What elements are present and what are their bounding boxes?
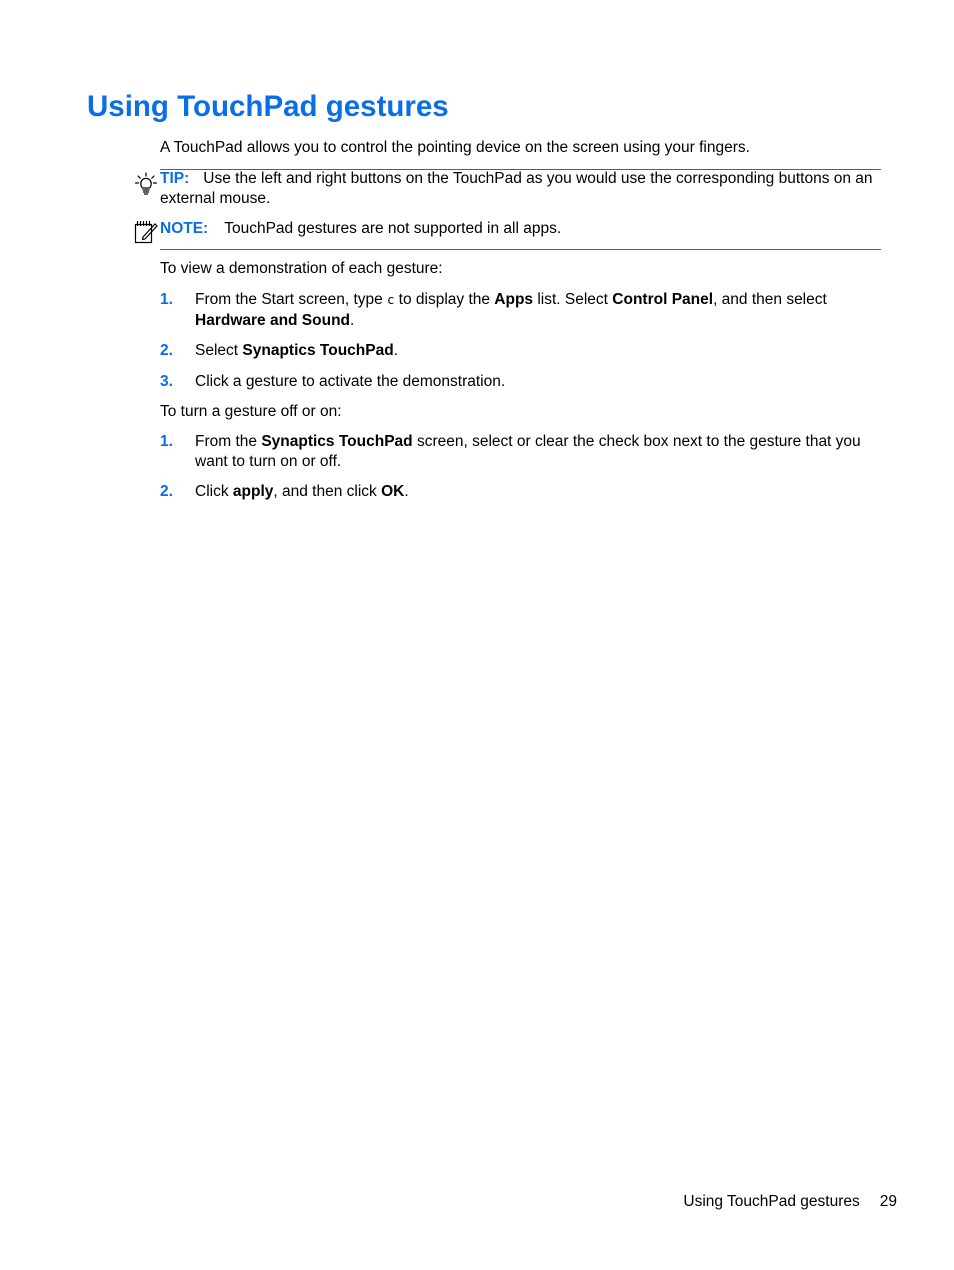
step-text: Click a gesture to activate the demonstration. [195, 372, 506, 390]
demo-steps-list [160, 290, 882, 402]
step-text: . [393, 342, 399, 359]
list-item [160, 372, 882, 392]
step-text: Select [195, 342, 243, 359]
step-number: 1. [160, 291, 173, 308]
ui-term-apply: apply [232, 483, 274, 500]
step-text: screen, select or clear the check box next to the gesture that you want to turn on or off. [195, 433, 861, 470]
note-callout [160, 219, 882, 239]
note-bottom-rule [160, 249, 881, 250]
step-number: 3. [160, 372, 173, 390]
footer-section-title: Using TouchPad gestures [683, 1193, 860, 1210]
note-pencil-icon [134, 220, 158, 250]
tip-callout [160, 169, 882, 208]
step-text: From the [195, 433, 262, 450]
note-label: NOTE: [160, 220, 209, 237]
step-text: Click [195, 483, 233, 500]
ui-term-control-panel: Control Panel [612, 291, 714, 308]
step-number: 2. [160, 483, 173, 500]
step-text: From the Start screen, type [195, 291, 388, 308]
step-text: list. Select [533, 291, 613, 308]
list-item [160, 341, 882, 361]
step-text: . [404, 483, 409, 500]
lightbulb-icon [135, 172, 157, 202]
step-number: 2. [160, 342, 173, 359]
tip-label: TIP: [160, 170, 190, 187]
step-number: 1. [160, 433, 173, 450]
tip-text: Use the left and right buttons on the TouchPad as you would use the corresponding buttons on an external mouse. [160, 170, 873, 207]
ui-term-ok: OK [381, 483, 405, 500]
list-item [160, 432, 882, 471]
page-footer [683, 1192, 897, 1212]
page-title: Using TouchPad gestures [87, 90, 449, 123]
step-text: . [350, 311, 355, 329]
toggle-steps-list [160, 432, 882, 513]
ui-term-apps: Apps [494, 291, 534, 308]
list-item [160, 482, 882, 502]
step-text: , and then select [713, 291, 827, 308]
step-text: to display the [394, 291, 495, 308]
page-number: 29 [879, 1193, 897, 1210]
section2-lead: To turn a gesture off or on: [160, 403, 342, 420]
intro-paragraph: A TouchPad allows you to control the pointing device on the screen using your fingers. [160, 139, 750, 156]
step-text: , and then click [273, 483, 382, 500]
keyboard-key-c: c [387, 293, 395, 307]
section1-lead: To view a demonstration of each gesture: [160, 260, 443, 277]
note-text: TouchPad gestures are not supported in all apps. [224, 220, 562, 237]
ui-term-synaptics-touchpad: Synaptics TouchPad [261, 433, 413, 450]
ui-term-synaptics-touchpad: Synaptics TouchPad [242, 342, 394, 359]
ui-term-hardware-and-sound: Hardware and Sound [195, 311, 351, 329]
list-item [160, 290, 882, 330]
